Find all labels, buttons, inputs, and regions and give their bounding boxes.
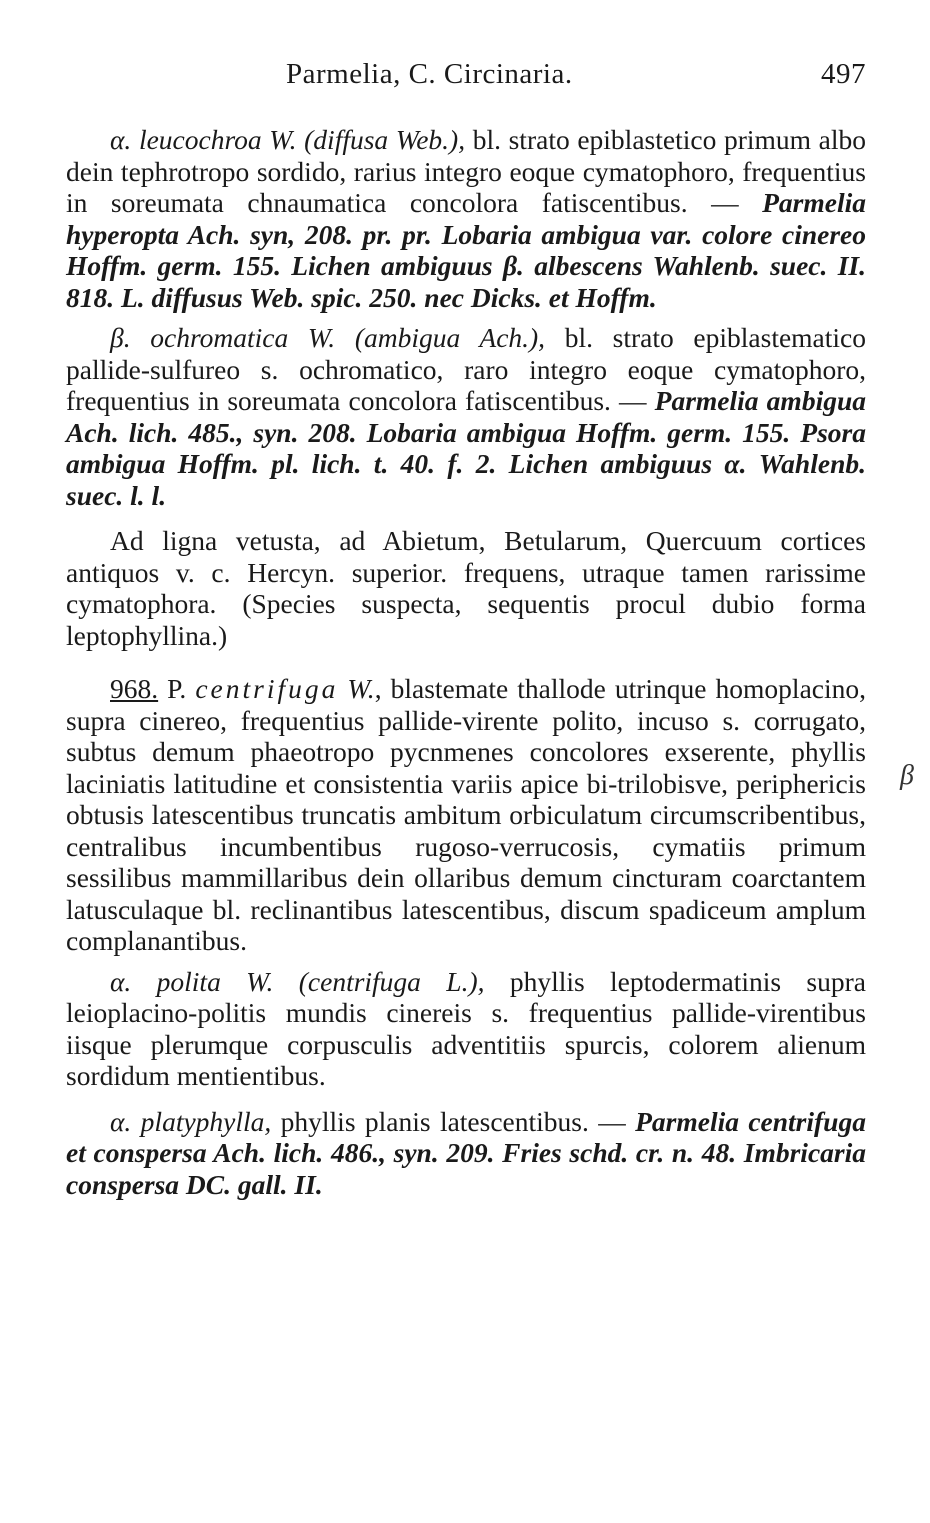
description-text: bl. strato epiblastetico primum albo dein tephrotropo sordido, rarius integro eoque cymatophoro, frequentius in soreumata chnaumatica concolora fatiscentibus. —: [66, 124, 867, 218]
running-title: Parmelia, C. Circinaria.: [286, 58, 573, 90]
habitat-text: Ad ligna vetusta, ad Abietum, Betularum, Quercuum cortices antiquos v. c. Hercyn. superior. frequens, utraque tamen rarissime cymatophora. (Species suspecta, sequentis procul dubio forma leptophyllina.): [66, 525, 866, 651]
page-number: 497: [821, 58, 866, 90]
description-text: phyllis planis latescentibus. —: [271, 1105, 636, 1137]
synonymy-text: Parmelia ambigua Ach. lich. 485., syn. 208. Lobaria ambigua Hoffm. germ. 155. Psora ambigua Hoffm. pl. lich. t. 40. f. 2. Lichen ambiguus α. Wahlenb. suec. l. l.: [66, 385, 867, 511]
species-name: centrifuga: [195, 673, 339, 704]
species-author: W.: [338, 673, 375, 704]
variety-name: α. polita W. (centrifuga L.),: [110, 965, 485, 997]
paragraph-ochromatica: [66, 322, 866, 511]
paragraph-polita: [66, 966, 866, 1092]
page: [66, 58, 866, 1209]
variety-name: α. platyphylla,: [110, 1105, 272, 1137]
variety-name: α. leucochroa W. (diffusa Web.),: [110, 124, 466, 155]
species-number: 968.: [110, 673, 159, 704]
variety-name: β. ochromatica W. (ambigua Ach.),: [110, 322, 546, 353]
genus-abbrev: P.: [158, 673, 196, 704]
synonymy-text: Parmelia hyperopta Ach. syn, 208. pr. pr. Lobaria ambigua var. colore cinereo Hoffm. germ. 155. Lichen ambiguus β. albescens Wahlenb. suec. II. 818. L. diffusus Web. spic. 250. nec Dicks. et Hoffm.: [66, 187, 866, 313]
running-head: [66, 58, 866, 102]
synonymy-text: Parmelia centrifuga et conspersa Ach. lich. 486., syn. 209. Fries schd. cr. n. 48. Imbricaria conspersa DC. gall. II.: [66, 1105, 866, 1200]
description-text: phyllis leptodermatinis supra leioplacino-politis mundis cinereis s. frequentius pallide-virentibus iisque plerumque corpusculis adventitiis spurcis, colorem alienum sordidum mentientibus.: [66, 965, 866, 1091]
paragraph-species-968: [66, 673, 866, 957]
paragraph-leucochroa: [66, 124, 866, 313]
paragraph-habitat: [66, 525, 866, 651]
species-description: , blastemate thallode utrinque homoplacino, supra cinereo, frequentius pallide-virente polito, incuso s. corrugato, subtus demum phaeotropo pycnmenes concolores exserente, phyllis laciniatis latitudine et consistentia variis apice bi-trilobisve, periphericis obtusis latescentibus truncatis ambitum orbiculatum circumscribentibus, centralibus incumbentibus rugoso-verrucosis, cymatiis primum sessilibus mammillaribus dein ollaribus demum cincturam coarctantem latusculaque bl. reclinantibus latescentibus, discum spadiceum amplum complanantibus.: [66, 673, 866, 956]
description-text: bl. strato epiblastematico pallide-sulfureo s. ochromatico, raro integro eoque cymatophoro, frequentius in soreumata concolora fatiscentibus. —: [66, 322, 866, 416]
paragraph-platyphylla: [66, 1106, 866, 1201]
margin-annotation: β: [900, 760, 914, 791]
